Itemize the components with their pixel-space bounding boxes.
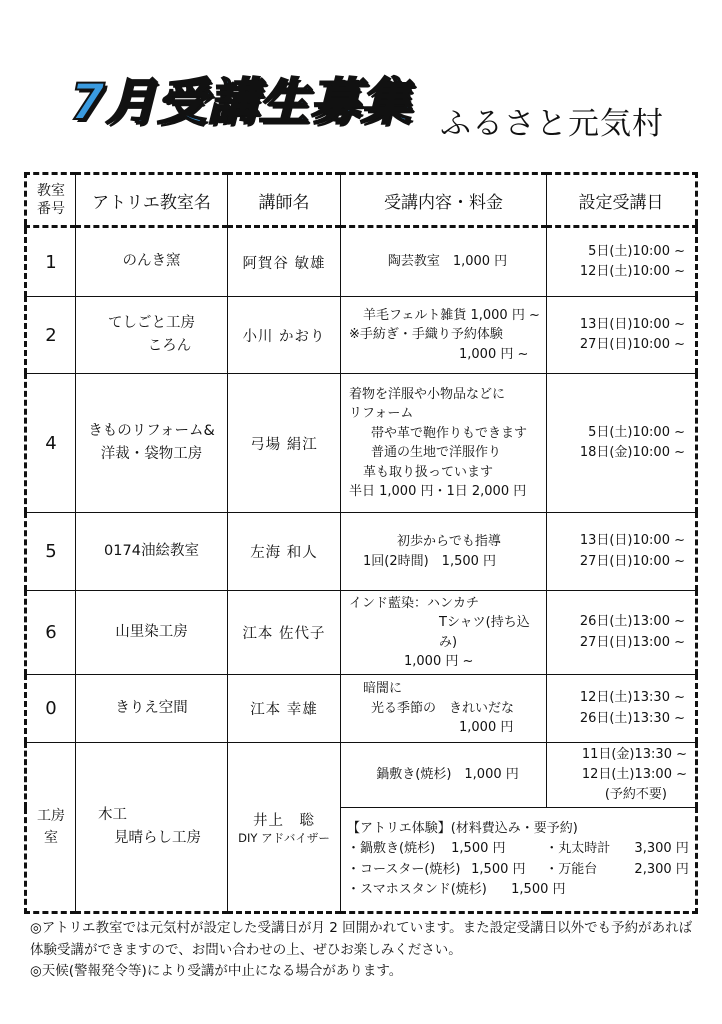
course-content: 暗闇に 光る季節の きれいだな 1,000 円 — [341, 675, 547, 743]
instructor-name: 阿賀谷 敏雄 — [228, 227, 341, 297]
header-content: 受講内容・料金 — [341, 174, 547, 227]
notes — [30, 918, 698, 983]
experience-line: ・スマホスタンド(焼杉) 1,500 円 — [347, 881, 566, 897]
note-weather: ◎天候(警報発令等)により受講が中止になる場合があります。 — [30, 963, 403, 980]
course-dates: 5日(土)10:00 ~ 18日(金)10:00 ~ — [547, 374, 697, 513]
instructor-name: 小川 かおり — [228, 297, 341, 374]
page-title: 7月受講生募集 — [70, 73, 412, 131]
row-number: 2 — [26, 297, 76, 374]
instructor-name: 江本 幸雄 — [228, 675, 341, 743]
table-header-row — [26, 174, 697, 227]
table-row — [26, 374, 697, 513]
atelier-name: 0174油絵教室 — [76, 513, 228, 591]
header-instructor: 講師名 — [228, 174, 341, 227]
atelier-experience — [341, 808, 697, 913]
course-content: 着物を洋服や小物品などに リフォーム 帯や革で鞄作りもできます 普通の生地で洋服作り 革も取り扱っています 半日 1,000 円・1日 2,000 円 — [341, 374, 547, 513]
course-dates: 11日(金)13:30 ~ 12日(土)13:00 ~ (予約不要) — [547, 743, 697, 808]
table-row — [26, 513, 697, 591]
course-dates: 26日(土)13:00 ~ 27日(日)13:00 ~ — [547, 591, 697, 675]
course-dates: 13日(日)10:00 ~ 27日(日)10:00 ~ — [547, 513, 697, 591]
atelier-name: てしごと工房 ころん — [76, 297, 228, 374]
workshop-name: 木工 見晴らし工房 — [76, 743, 228, 913]
header-atelier: アトリエ教室名 — [76, 174, 228, 227]
course-dates: 13日(日)10:00 ~ 27日(日)10:00 ~ — [547, 297, 697, 374]
instructor-name: 弓場 絹江 — [228, 374, 341, 513]
row-number: 0 — [26, 675, 76, 743]
table-row — [26, 227, 697, 297]
instructor-name: 江本 佐代子 — [228, 591, 341, 675]
page-subtitle: ふるさと元気村 — [440, 106, 664, 142]
workshop-number: 工房 室 — [26, 743, 76, 913]
course-content: 鍋敷き(焼杉) 1,000 円 — [341, 743, 547, 808]
atelier-name: のんき窯 — [76, 227, 228, 297]
instructor-name: 左海 和人 — [228, 513, 341, 591]
table-row — [26, 743, 697, 808]
course-dates: 5日(土)10:00 ~ 12日(土)10:00 ~ — [547, 227, 697, 297]
course-content: 羊毛フェルト雑貨 1,000 円 ~ ※手紡ぎ・手織り予約体験 1,000 円 ~ — [341, 297, 547, 374]
atelier-name: 山里染工房 — [76, 591, 228, 675]
course-content: 陶芸教室 1,000 円 — [341, 227, 547, 297]
row-number: 5 — [26, 513, 76, 591]
course-dates: 12日(土)13:30 ~ 26日(土)13:30 ~ — [547, 675, 697, 743]
row-number: 6 — [26, 591, 76, 675]
experience-title: 【アトリエ体験】(材料費込み・要予約) — [347, 821, 578, 837]
table-row — [26, 297, 697, 374]
course-content: インド藍染：ハンカチ Tシャツ(持ち込み) 1,000 円 ~ — [341, 591, 547, 675]
row-number: 1 — [26, 227, 76, 297]
table-row — [26, 675, 697, 743]
header-dates: 設定受講日 — [547, 174, 697, 227]
experience-line: ・鍋敷き(焼杉) 1,500 円 ・丸太時計 3,300 円 — [347, 841, 689, 857]
atelier-name: きものリフォーム& 洋裁・袋物工房 — [76, 374, 228, 513]
note-schedule: ◎アトリエ教室では元気村が設定した受講日が月 2 回開かれています。また設定受講日以外でも予約があれば体験受講ができますので、お問い合わせの上、ぜひお楽しみください。 — [30, 920, 693, 958]
row-number: 4 — [26, 374, 76, 513]
experience-line: ・コースター(焼杉) 1,500 円 ・万能台 2,300 円 — [347, 861, 689, 877]
table-row — [26, 591, 697, 675]
atelier-name: きりえ空間 — [76, 675, 228, 743]
schedule-table — [24, 172, 698, 914]
header-number: 教室 番号 — [26, 174, 76, 227]
course-content: 初歩からでも指導 1回(2時間) 1,500 円 — [341, 513, 547, 591]
workshop-instructor: 井上 聡 DIY アドバイザー — [228, 743, 341, 913]
